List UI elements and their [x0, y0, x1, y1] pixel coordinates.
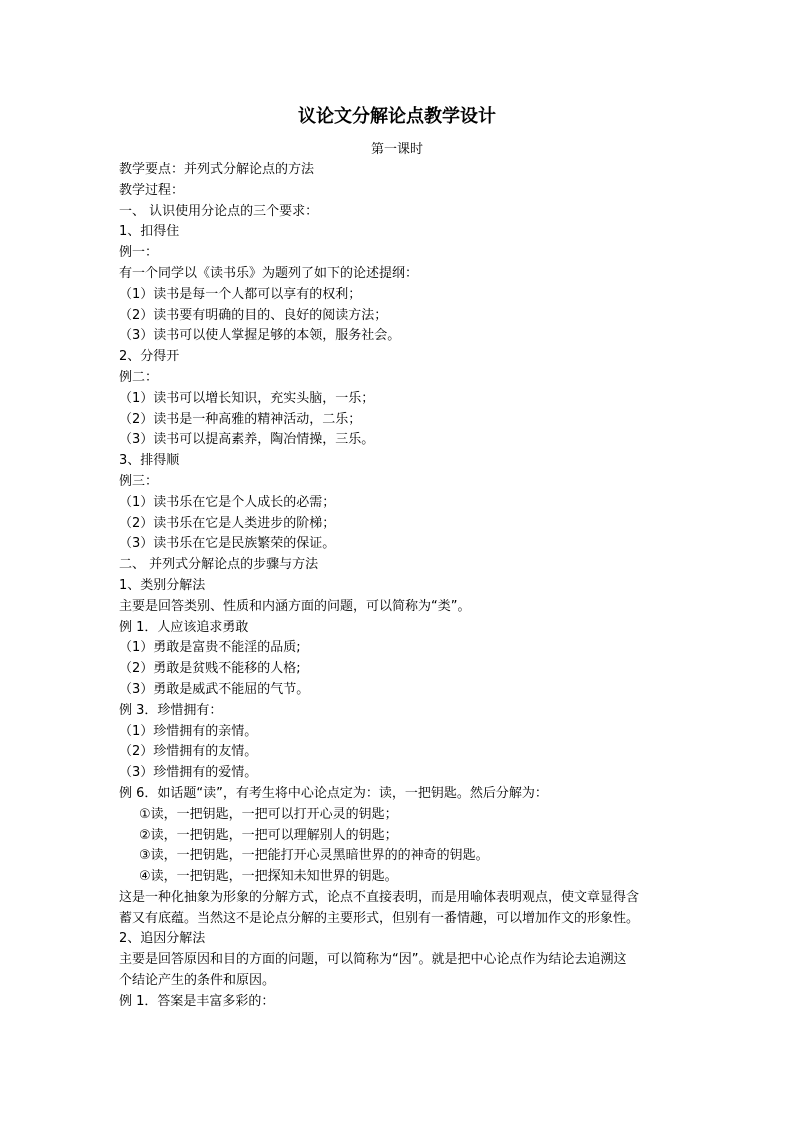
text-line: 教学要点：并列式分解论点的方法 [119, 162, 315, 177]
list-item: （2）勇敢是贫贱不能移的人格; [119, 661, 301, 677]
subsection-heading: 1、扣得住 [119, 224, 180, 240]
document-body [119, 160, 679, 1013]
subsection-heading: 1、类别分解法 [119, 577, 206, 593]
subsection-heading: 3、排得顺 [119, 453, 180, 469]
list-item: （1）珍惜拥有的亲情。 [119, 723, 258, 739]
paragraph-line: 蓄又有底蕴。当然这不是论点分解的主要形式，但别有一番情趣，可以增加作文的形象性。 [119, 910, 640, 926]
list-item: （2）读书要有明确的目的、良好的阅读方法； [119, 307, 388, 323]
section-heading: 二、 并列式分解论点的步骤与方法 [119, 557, 319, 573]
list-item: ②读，一把钥匙，一把可以理解别人的钥匙； [139, 827, 398, 843]
list-item: ③读，一把钥匙，一把能打开心灵黑暗世界的的神奇的钥匙。 [139, 848, 489, 864]
document-title: 议论文分解论点教学设计 [298, 106, 496, 127]
example-label: 例 3．珍惜拥有： [119, 702, 223, 718]
paragraph-line: 个结论产生的条件和原因。 [119, 973, 276, 989]
list-item: （3）珍惜拥有的爱情。 [119, 765, 258, 781]
section-heading: 一、 认识使用分论点的三个要求： [119, 203, 319, 219]
list-item: （2）珍惜拥有的友情。 [119, 744, 258, 760]
list-item: （1）勇敢是富贵不能淫的品质; [119, 640, 301, 656]
subsection-heading: 2、追因分解法 [119, 931, 206, 947]
document-subtitle: 第一课时 [370, 142, 423, 157]
example-label: 例三： [119, 473, 159, 489]
list-item: （1）读书可以增长知识，充实头脑，一乐； [119, 390, 375, 406]
list-item: （2）读书是一种高雅的精神活动，二乐； [119, 411, 362, 427]
example-label: 例二： [119, 369, 159, 385]
list-item: ①读，一把钥匙，一把可以打开心灵的钥匙； [139, 806, 398, 822]
list-item: （3）勇敢是威武不能屈的气节。 [119, 681, 310, 697]
example-label: 例 1．人应该追求勇敢 [119, 619, 249, 635]
text-line: 教学过程： [119, 182, 185, 198]
list-item: （1）读书乐在它是个人成长的必需； [119, 494, 336, 510]
paragraph-line: 这是一种化抽象为形象的分解方式，论点不直接表明，而是用喻体表明观点，使文章显得含 [119, 889, 640, 905]
list-item: （3）读书乐在它是民族繁荣的保证。 [119, 536, 336, 552]
list-item: （3）读书可以提高素养，陶冶情操，三乐。 [119, 432, 375, 448]
list-item: ④读，一把钥匙，一把探知未知世界的钥匙。 [139, 869, 398, 885]
paragraph-line: 主要是回答原因和目的方面的问题，可以简称为“因”。就是把中心论点作为结论去追溯这 [119, 952, 627, 968]
example-label: 例 1．答案是丰富多彩的： [119, 993, 275, 1009]
list-item: （2）读书乐在它是人类进步的阶梯； [119, 515, 336, 531]
example-label: 例一： [119, 245, 159, 261]
example-label: 例 6．如话题“读”，有考生将中心论点定为：读，一把钥匙。然后分解为： [119, 785, 548, 801]
list-item: （3）读书可以使人掌握足够的本领，服务社会。 [119, 328, 401, 344]
list-item: （1）读书是每一个人都可以享有的权利； [119, 286, 362, 302]
text-line: 有一个同学以《读书乐》为题列了如下的论述提纲： [119, 265, 419, 281]
subsection-heading: 2、分得开 [119, 349, 180, 365]
text-line: 主要是回答类别、性质和内涵方面的问题，可以简称为“类”。 [119, 598, 471, 614]
